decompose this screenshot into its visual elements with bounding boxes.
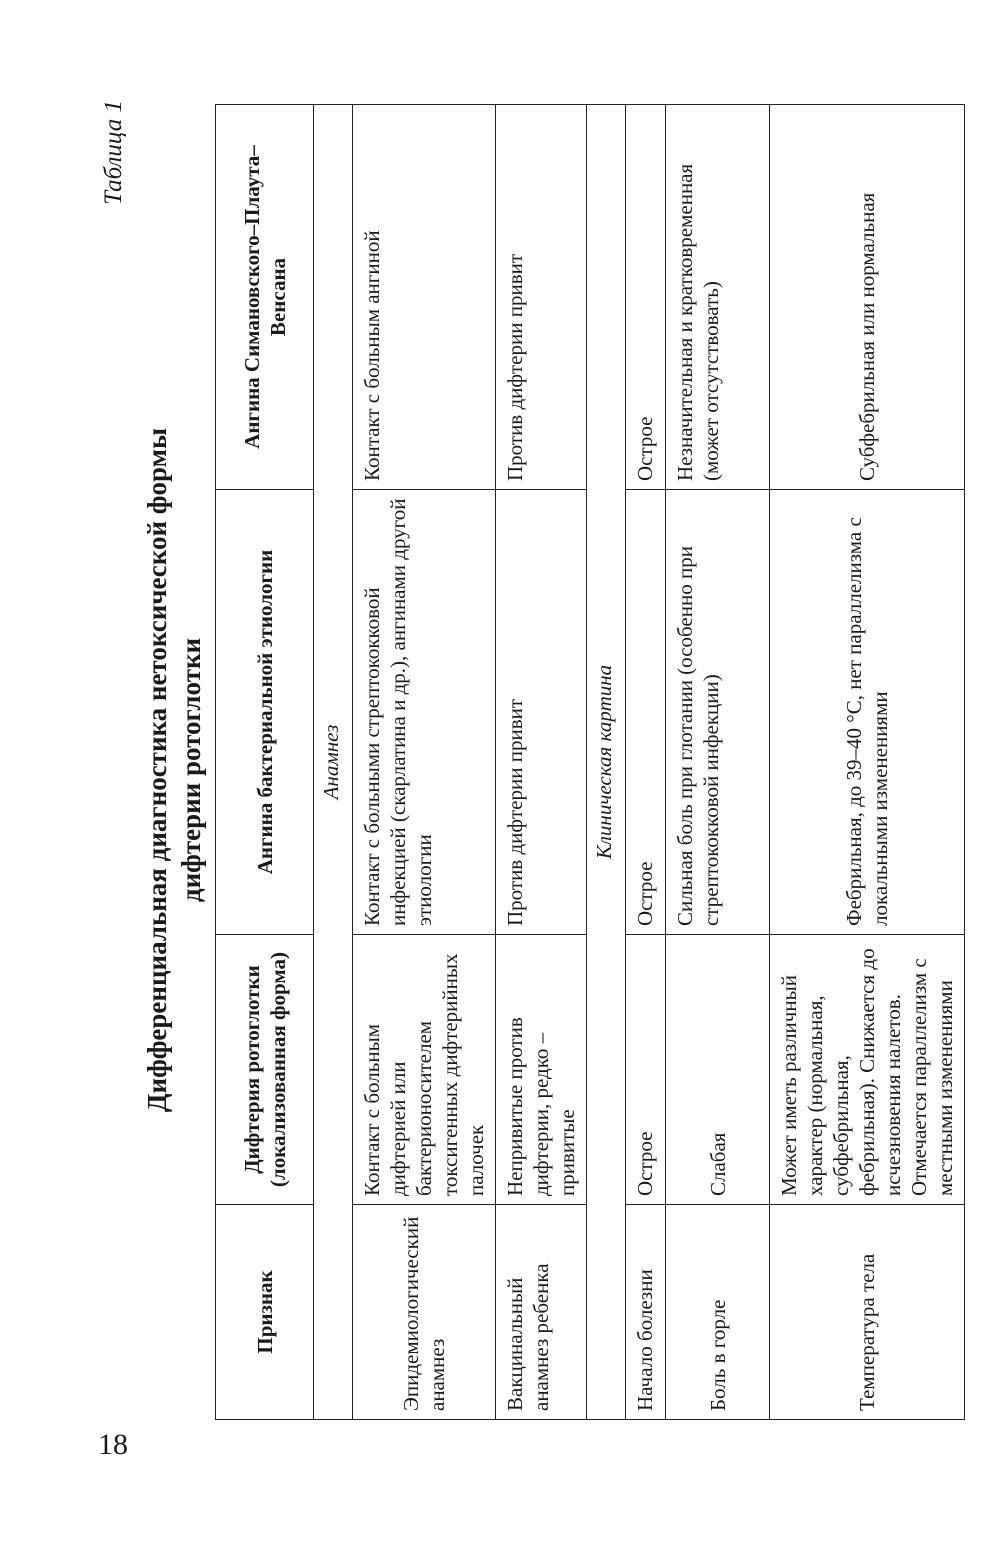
cell-vincent: Против дифтерии привит [496, 105, 587, 490]
cell-vincent: Острое [626, 105, 666, 490]
title-line-1: Дифференциальная диагностика нетоксической формы [142, 427, 172, 1113]
cell-bacterial: Фебрильная, до 39–40 °С, нет параллелизма с локальными изменениями [770, 490, 965, 935]
section-anamnesis: Анамнез [314, 105, 353, 1420]
cell-sign: Боль в горле [666, 1205, 770, 1420]
cell-bacterial: Сильная боль при глотании (особенно при стрептококковой инфекции) [666, 490, 770, 935]
diagnosis-table [215, 104, 965, 1420]
page-number: 18 [98, 1428, 128, 1461]
cell-diphtheria: Непривитые против дифтерии, редко – привитые [496, 935, 587, 1205]
table-row [666, 105, 770, 1420]
cell-sign: Начало болезни [626, 1205, 666, 1420]
header-row [216, 105, 314, 1420]
cell-diphtheria: Острое [626, 935, 666, 1205]
document-title [140, 60, 208, 1480]
cell-bacterial: Против дифтерии привит [496, 490, 587, 935]
cell-vincent: Незначительная и кратковременная (может отсутствовать) [666, 105, 770, 490]
cell-bacterial: Контакт с больными стрептококковой инфекцией (скарлатина и др.), ангинами другой этиологии [353, 490, 496, 935]
table-row [353, 105, 496, 1420]
cell-diphtheria: Слабая [666, 935, 770, 1205]
header-sign: Признак [216, 1205, 314, 1420]
cell-bacterial: Острое [626, 490, 666, 935]
table-label: Таблица 1 [100, 100, 127, 205]
header-diphtheria: Дифтерия ротоглотки (локализованная форма) [216, 935, 314, 1205]
table-row [770, 105, 965, 1420]
title-line-2: дифтерии ротоглотки [176, 637, 206, 903]
cell-vincent: Субфебрильная или нормальная [770, 105, 965, 490]
cell-sign: Вакцинальный анамнез ребенка [496, 1205, 587, 1420]
cell-sign: Эпидемиологический анамнез [353, 1205, 496, 1420]
header-vincent: Ангина Симановского–Плаута–Венсана [216, 105, 314, 490]
table-row [496, 105, 587, 1420]
rotated-page-content [80, 60, 980, 1480]
section-clinical: Клиническая картина [587, 105, 626, 1420]
cell-vincent: Контакт с больным ангиной [353, 105, 496, 490]
section-row-clinical [587, 105, 626, 1420]
cell-sign: Температура тела [770, 1205, 965, 1420]
table-row [626, 105, 666, 1420]
cell-diphtheria: Контакт с больным дифтерией или бактерионосителем токсигенных дифтерийных палочек [353, 935, 496, 1205]
section-row-anamnesis [314, 105, 353, 1420]
header-bacterial: Ангина бактериальной этиологии [216, 490, 314, 935]
cell-diphtheria: Может иметь различный характер (нормальная, субфебрильная, фебрильная). Снижается до исчезновения налетов. Отмечается параллелизм с местными изменениями [770, 935, 965, 1205]
